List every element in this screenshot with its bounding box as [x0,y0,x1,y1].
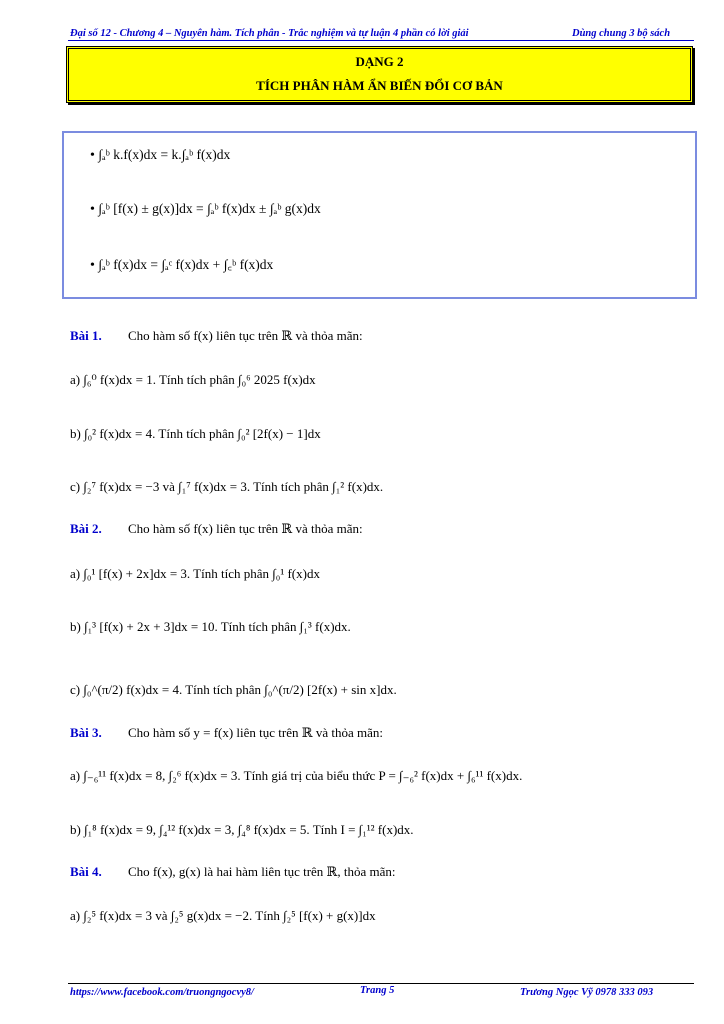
bai3-label: Bài 3. [70,725,102,740]
header-title: Đại số 12 - Chương 4 – Nguyên hàm. Tích phân - Trắc nghiệm và tự luận 4 phần có lời giải [70,28,469,39]
bai2-b: b) ∫₁³ [f(x) + 2x + 3]dx = 10. Tính tích phân ∫₁³ f(x)dx. [70,619,351,634]
theory-formula-2: • ∫ₐᵇ [f(x) ± g(x)]dx = ∫ₐᵇ f(x)dx ± ∫ₐᵇ g(x)dx [90,201,321,217]
footer-author: Trương Ngọc Vỹ 0978 333 093 [520,987,654,998]
bai4-intro: Cho f(x), g(x) là hai hàm liên tục trên ℝ, thỏa mãn: [128,864,396,879]
bai3-intro: Cho hàm số y = f(x) liên tục trên ℝ và thỏa mãn: [128,725,383,740]
banner-line1: DẠNG 2 [355,54,404,69]
bai1-c: c) ∫₂⁷ f(x)dx = −3 và ∫₁⁷ f(x)dx = 3. Tính tích phân ∫₁² f(x)dx. [70,479,384,494]
theory-formula-3: • ∫ₐᵇ f(x)dx = ∫ₐᶜ f(x)dx + ∫꜀ᵇ f(x)dx [90,257,274,273]
bai4-a: a) ∫₂⁵ f(x)dx = 3 và ∫₂⁵ g(x)dx = −2. Tính ∫₂⁵ [f(x) + g(x)]dx [70,908,376,923]
bai1-label: Bài 1. [70,328,102,343]
header-right: Dùng chung 3 bộ sách [572,28,671,39]
theory-formula-1: • ∫ₐᵇ k.f(x)dx = k.∫ₐᵇ f(x)dx [90,147,231,163]
page-number: Trang 5 [360,985,395,996]
bai2-label: Bài 2. [70,521,102,536]
footer-link[interactable]: https://www.facebook.com/truongngocvy8/ [70,987,254,998]
theory-box [62,131,697,299]
bai2-intro: Cho hàm số f(x) liên tục trên ℝ và thỏa mãn: [128,521,363,536]
bai3-b: b) ∫₁⁸ f(x)dx = 9, ∫₄¹² f(x)dx = 3, ∫₄⁸ f(x)dx = 5. Tính I = ∫₁¹² f(x)dx. [70,822,414,837]
bai1-a: a) ∫₆⁰ f(x)dx = 1. Tính tích phân ∫₀⁶ 2025 f(x)dx [70,372,316,387]
bai1-b: b) ∫₀² f(x)dx = 4. Tính tích phân ∫₀² [2f(x) − 1]dx [70,426,321,441]
footer-divider [68,983,694,984]
section-banner [66,46,693,103]
bai1-intro: Cho hàm số f(x) liên tục trên ℝ và thỏa mãn: [128,328,363,343]
header-divider [68,40,694,41]
bai2-a: a) ∫₀¹ [f(x) + 2x]dx = 3. Tính tích phân ∫₀¹ f(x)dx [70,566,320,581]
bai2-c: c) ∫₀^(π/2) f(x)dx = 4. Tính tích phân ∫₀^(π/2) [2f(x) + sin x]dx. [70,682,397,697]
bai3-a: a) ∫₋₆¹¹ f(x)dx = 8, ∫₂⁶ f(x)dx = 3. Tính giá trị của biểu thức P = ∫₋₆² f(x)dx + ∫₆¹¹ f(x)dx. [70,768,523,783]
banner-line2: TÍCH PHÂN HÀM ẨN BIẾN ĐỔI CƠ BẢN [256,78,503,93]
bai4-label: Bài 4. [70,864,102,879]
